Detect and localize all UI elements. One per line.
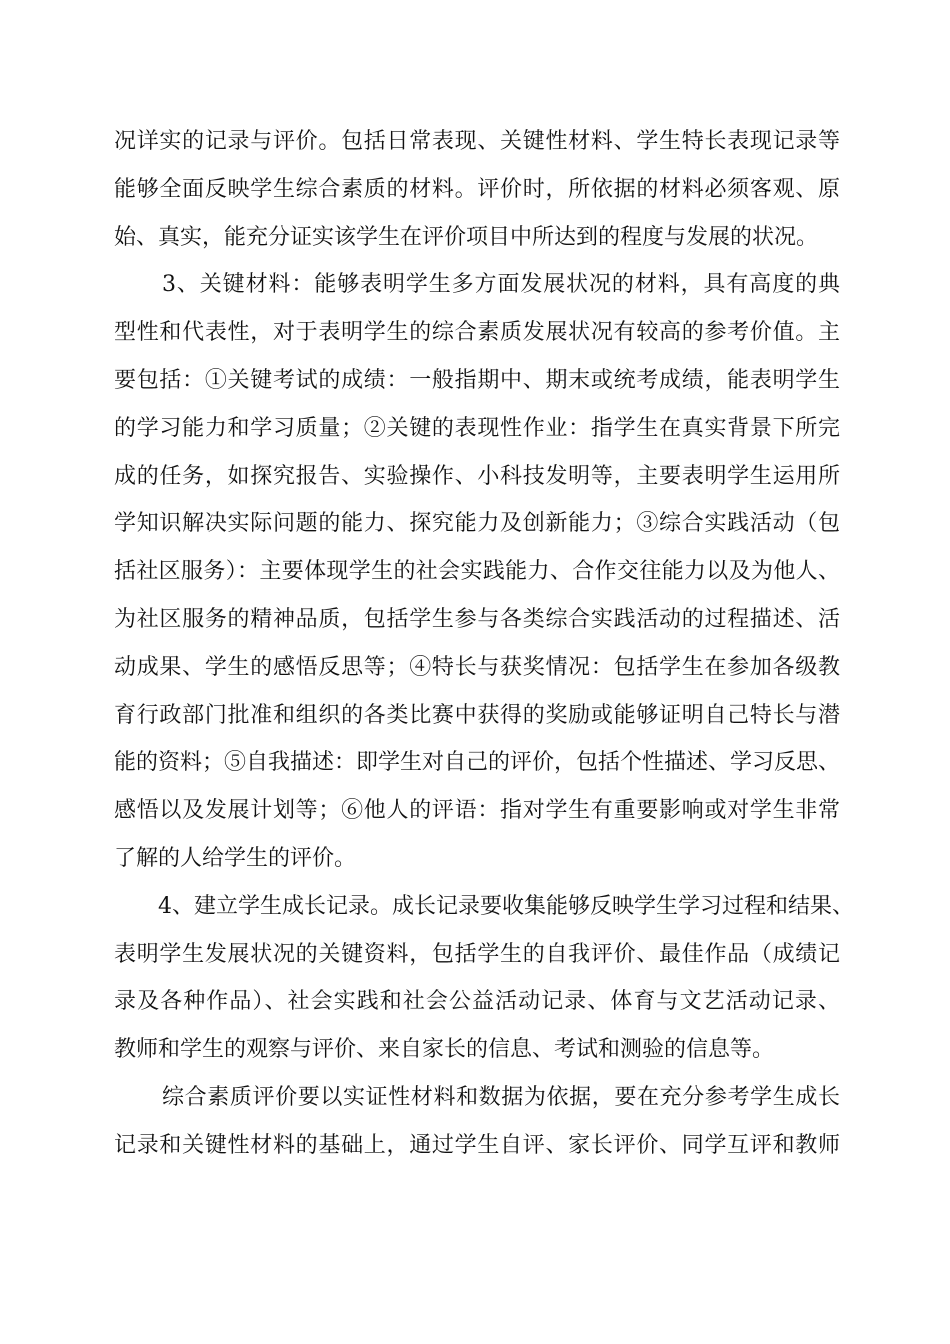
paragraph-2-line-5: 成的任务，如探究报告、实验操作、小科技发明等，主要表明学生运用所 [114, 463, 840, 489]
paragraph-2-line-6: 学知识解决实际问题的能力、探究能力及创新能力；③综合实践活动（包 [114, 511, 840, 537]
paragraph-1-line-2: 能够全面反映学生综合素质的材料。评价时，所依据的材料必须客观、原 [114, 176, 840, 202]
paragraph-2-line-11: 能的资料；⑤自我描述：即学生对自己的评价，包括个性描述、学习反思、 [114, 750, 841, 776]
document-body [114, 118, 854, 1170]
paragraph-1-line-3: 始、真实，能充分证实该学生在评价项目中所达到的程度与发展的状况。 [114, 224, 819, 250]
paragraph-2-line-7: 括社区服务）：主要体现学生的社会实践能力、合作交往能力以及为他人、 [114, 559, 840, 585]
paragraph-2-line-10: 育行政部门批准和组织的各类比赛中获得的奖励或能够证明自己特长与潜 [114, 702, 840, 728]
paragraph-3-line-4: 教师和学生的观察与评价、来自家长的信息、考试和测验的信息等。 [114, 1037, 775, 1063]
paragraph-3-line-1: 4、建立学生成长记录。成长记录要收集能够反映学生学习过程和结果、 [158, 893, 854, 919]
paragraph-2-line-9: 动成果、学生的感悟反思等；④特长与获奖情况：包括学生在参加各级教 [114, 654, 840, 680]
paragraph-3-line-3: 录及各种作品）、社会实践和社会公益活动记录、体育与文艺活动记录、 [114, 989, 840, 1015]
paragraph-4-line-1: 综合素质评价要以实证性材料和数据为依据，要在充分参考学生成长 [162, 1084, 840, 1110]
paragraph-3-line-2: 表明学生发展状况的关键资料，包括学生的自我评价、最佳作品（成绩记 [114, 941, 840, 967]
paragraph-4-line-2: 记录和关键性材料的基础上，通过学生自评、家长评价、同学互评和教师 [114, 1132, 840, 1158]
paragraph-2-line-13: 了解的人给学生的评价。 [114, 845, 357, 871]
paragraph-2-line-1: 3、关键材料：能够表明学生多方面发展状况的材料，具有高度的典 [162, 272, 840, 298]
paragraph-2-line-3: 要包括：①关键考试的成绩：一般指期中、期末或统考成绩，能表明学生 [114, 367, 840, 393]
paragraph-2-line-12: 感悟以及发展计划等；⑥他人的评语：指对学生有重要影响或对学生非常 [114, 798, 840, 824]
paragraph-2-line-2: 型性和代表性，对于表明学生的综合素质发展状况有较高的参考价值。主 [114, 320, 840, 346]
paragraph-2-line-4: 的学习能力和学习质量；②关键的表现性作业：指学生在真实背景下所完 [114, 415, 840, 441]
paragraph-2-line-8: 为社区服务的精神品质，包括学生参与各类综合实践活动的过程描述、活 [114, 606, 840, 632]
paragraph-1-line-1: 况详实的记录与评价。包括日常表现、关键性材料、学生特长表现记录等 [114, 129, 840, 154]
